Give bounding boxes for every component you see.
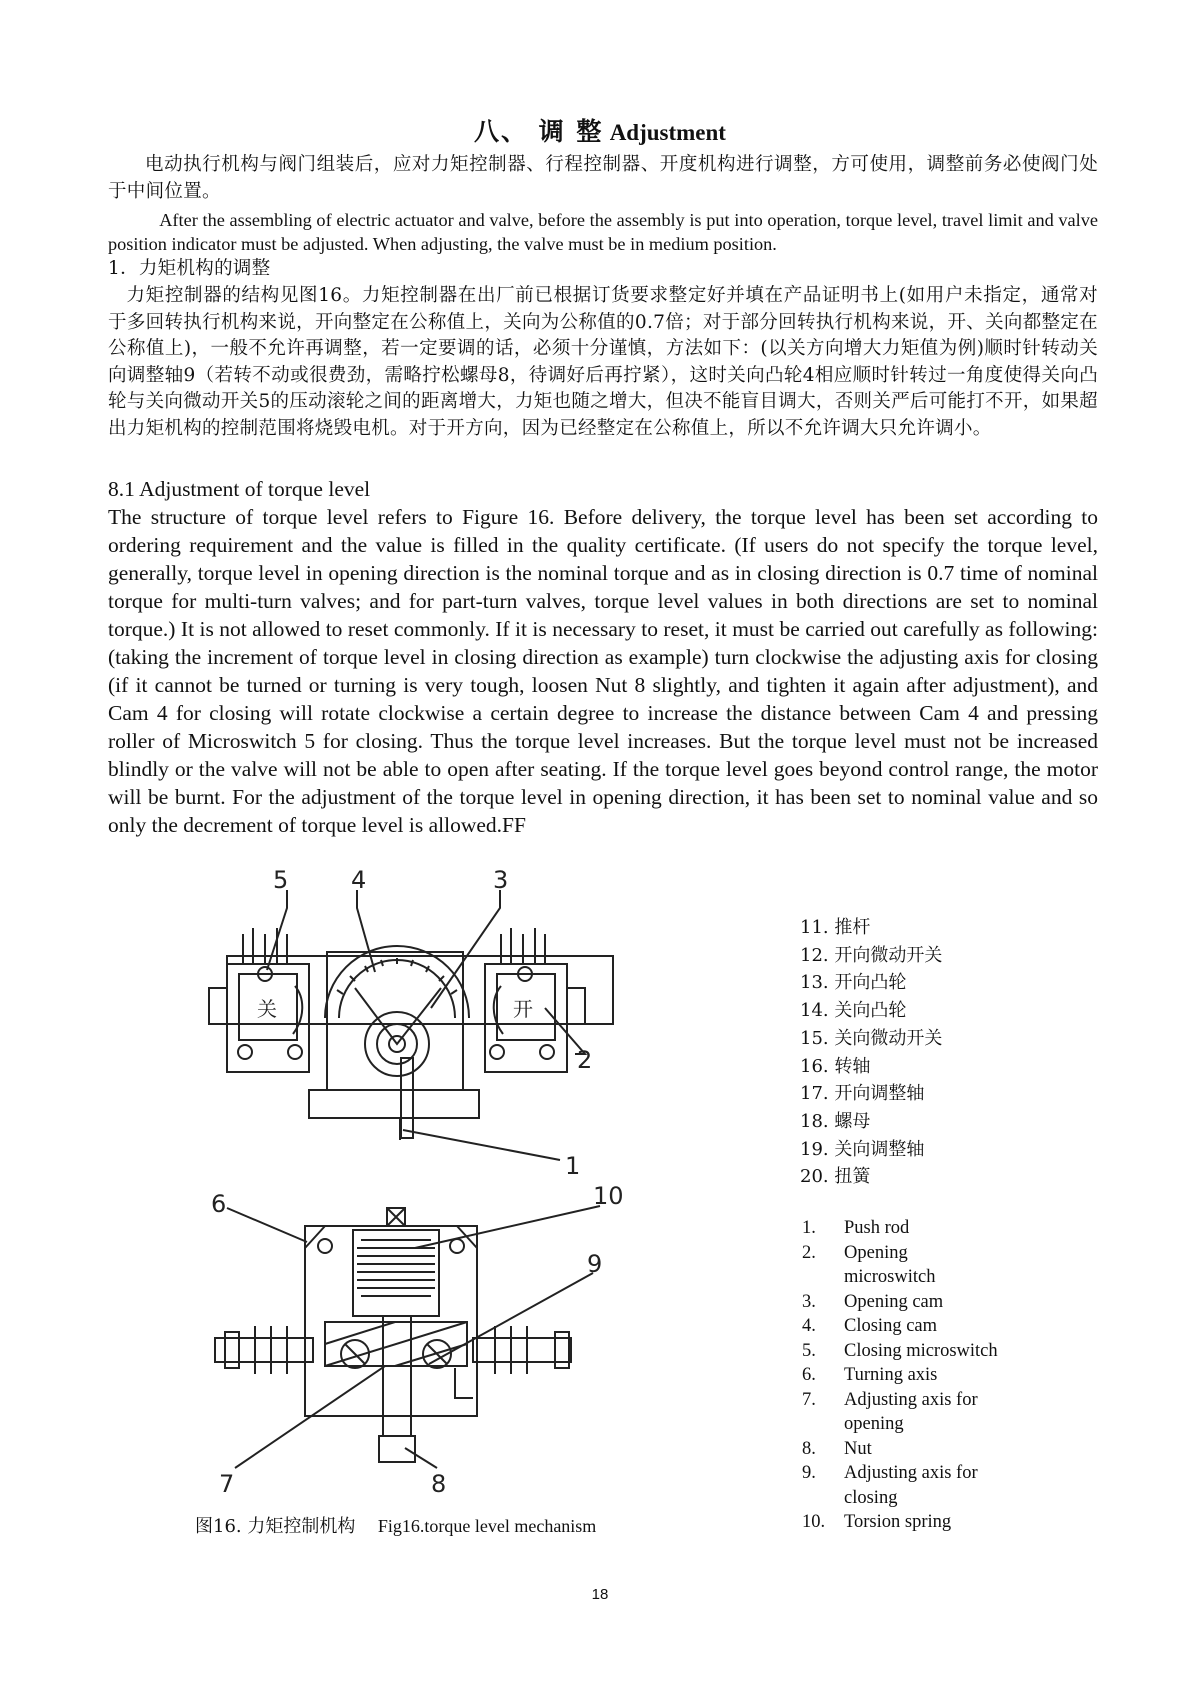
- list-item: [802, 1314, 1002, 1339]
- section-body-cn: 力矩控制器的结构见图16。力矩控制器在出厂前已根据订货要求整定好并填在产品证明书上(如用户未指定，通常对于多回转执行机构来说，开向整定在公称值上，关向为公称值的0.7倍；对于部分回转执行机构来说，开、关向都整定在公称值上)，一般不允许再调整，若一定要调的话，必须十分谨慎，方法如下：(以关方向增大力矩值为例)顺时针转动关向调整轴9（若转不动或很费劲，需略拧松螺母8，待调好后再拧紧），这时关向凸轮4相应顺时针转过一角度使得关向凸轮与关向微动开关5的压动滚轮之间的距离增大，力矩也随之增大，但决不能盲目调大，否则关严后可能打不开，如果超出力矩机构的控制范围将烧毁电机。对于开方向，因为已经整定在公称值上，所以不允许调大只允许调小。: [108, 285, 1098, 439]
- callout-10: 10: [593, 1182, 624, 1210]
- torque-mechanism-figure: [205, 868, 635, 1518]
- list-item-number: 2.: [802, 1242, 816, 1263]
- title-cn: 八、 调 整: [474, 117, 604, 146]
- section-heading-en: 8.1 Adjustment of torque level: [108, 477, 371, 501]
- top-view-drawing: [209, 890, 613, 1160]
- list-item: 16. 转轴: [800, 1055, 871, 1077]
- page-title: [0, 112, 1200, 148]
- list-item-number: 10.: [802, 1512, 826, 1532]
- callout-4: 4: [351, 868, 367, 894]
- callout-9: 9: [587, 1250, 603, 1278]
- list-item-number: 7.: [802, 1389, 816, 1410]
- list-item-text: Adjusting axis for opening: [844, 1389, 978, 1434]
- callout-7: 7: [219, 1470, 235, 1498]
- intro-cn: 电动执行机构与阀门组装后，应对力矩控制器、行程控制器、开度机构进行调整，方可使用，调整前务必使阀门处于中间位置。: [108, 154, 1098, 202]
- list-item: [802, 1339, 1002, 1364]
- callout-5: 5: [273, 868, 289, 894]
- list-item-text: Opening cam: [844, 1291, 944, 1312]
- list-item: [802, 1388, 1002, 1437]
- list-item-text: Adjusting axis for closing: [844, 1463, 978, 1508]
- list-item-number: 6.: [802, 1365, 816, 1385]
- list-item: [802, 1241, 1002, 1290]
- list-item: 11. 推杆: [800, 917, 871, 938]
- section-body-en: The structure of torque level refers to Figure 16. Before delivery, the torque level has been set according to ordering requirement and the value is filled in the quality certificate. (If users do not specify the torque level, generally, torque level in opening direction is the nominal torque and as in closing direction is 0.7 time of nominal torque for multi-turn valves; and for part-turn valves, torque level values in both directions are set to nominal torque.) It is not allowed to reset commonly. If it is necessary to reset, it must be carried out carefully as following: (taking the increment of torque level in closing direction as example) turn clockwise the adjusting axis for closing (if it cannot be turned or turning is very tough, loosen Nut 8 slightly, and tighten it again after adjustment), and Cam 4 for closing will rotate clockwise a certain degree to increase the distance between Cam 4 and pressing roller of Microswitch 5 for closing. Thus the torque level increases. But the torque level must not be increased blindly or the valve will not be able to open after seating. If the torque level goes beyond control range, the motor will be burnt. For the adjustment of the torque level in opening direction, it has been set to nominal value and so only the decrement of torque level is allowed.FF: [108, 505, 1098, 837]
- list-item-text: Push rod: [844, 1218, 910, 1238]
- switch-label-open: 开: [513, 997, 533, 1021]
- list-item: 19. 关向调整轴: [800, 1138, 925, 1160]
- section-view-drawing: [215, 1206, 603, 1468]
- list-item-text: Closing microswitch: [844, 1340, 998, 1361]
- callout-6: 6: [211, 1190, 227, 1218]
- title-en: Adjustment: [609, 120, 726, 145]
- list-item-number: 8.: [802, 1438, 816, 1459]
- list-item-number: 4.: [802, 1316, 816, 1336]
- callout-3: 3: [493, 868, 509, 894]
- list-item-text: Turning axis: [844, 1365, 938, 1385]
- list-item: [802, 1216, 1002, 1241]
- list-item-text: Torsion spring: [844, 1512, 952, 1532]
- list-item: 18. 螺母: [800, 1110, 871, 1132]
- list-item-number: 3.: [802, 1291, 816, 1312]
- parts-list-cn: [800, 914, 942, 1191]
- list-item-text: Closing cam: [844, 1316, 938, 1336]
- page-number: 18: [591, 1586, 609, 1603]
- list-item: 13. 开向凸轮: [800, 972, 907, 994]
- list-item: [802, 1510, 1002, 1535]
- caption-cn: 图16. 力矩控制机构: [195, 1516, 356, 1537]
- caption-en: Fig16.torque level mechanism: [377, 1516, 597, 1536]
- list-item: 15. 关向微动开关: [800, 1027, 943, 1049]
- list-item: 14. 关向凸轮: [800, 1000, 907, 1022]
- list-item-number: 5.: [802, 1340, 816, 1361]
- parts-list-en: [802, 1216, 1002, 1535]
- list-item-number: 9.: [802, 1463, 816, 1483]
- list-item: [802, 1363, 1002, 1388]
- list-item-number: 1.: [802, 1218, 816, 1238]
- list-item: 17. 开向调整轴: [800, 1083, 925, 1105]
- list-item-text: Opening microswitch: [844, 1242, 936, 1287]
- callout-8: 8: [431, 1470, 447, 1498]
- list-item: 20. 扭簧: [800, 1166, 871, 1188]
- callout-2: 2: [577, 1046, 593, 1074]
- list-item: [802, 1461, 1002, 1510]
- section-heading-cn: 1．力矩机构的调整: [108, 258, 271, 279]
- list-item-text: Nut: [844, 1438, 872, 1459]
- switch-label-close: 关: [257, 997, 277, 1021]
- list-item: [802, 1437, 1002, 1462]
- intro-en: After the assembling of electric actuator and valve, before the assembly is put into operation, torque level, travel limit and valve position indicator must be adjusted. When adjusting, the valve must be in medium position.: [108, 210, 1098, 254]
- list-item: [802, 1290, 1002, 1315]
- figure-caption: [195, 1512, 596, 1538]
- callout-1: 1: [565, 1152, 581, 1180]
- list-item: 12. 开向微动开关: [800, 944, 943, 966]
